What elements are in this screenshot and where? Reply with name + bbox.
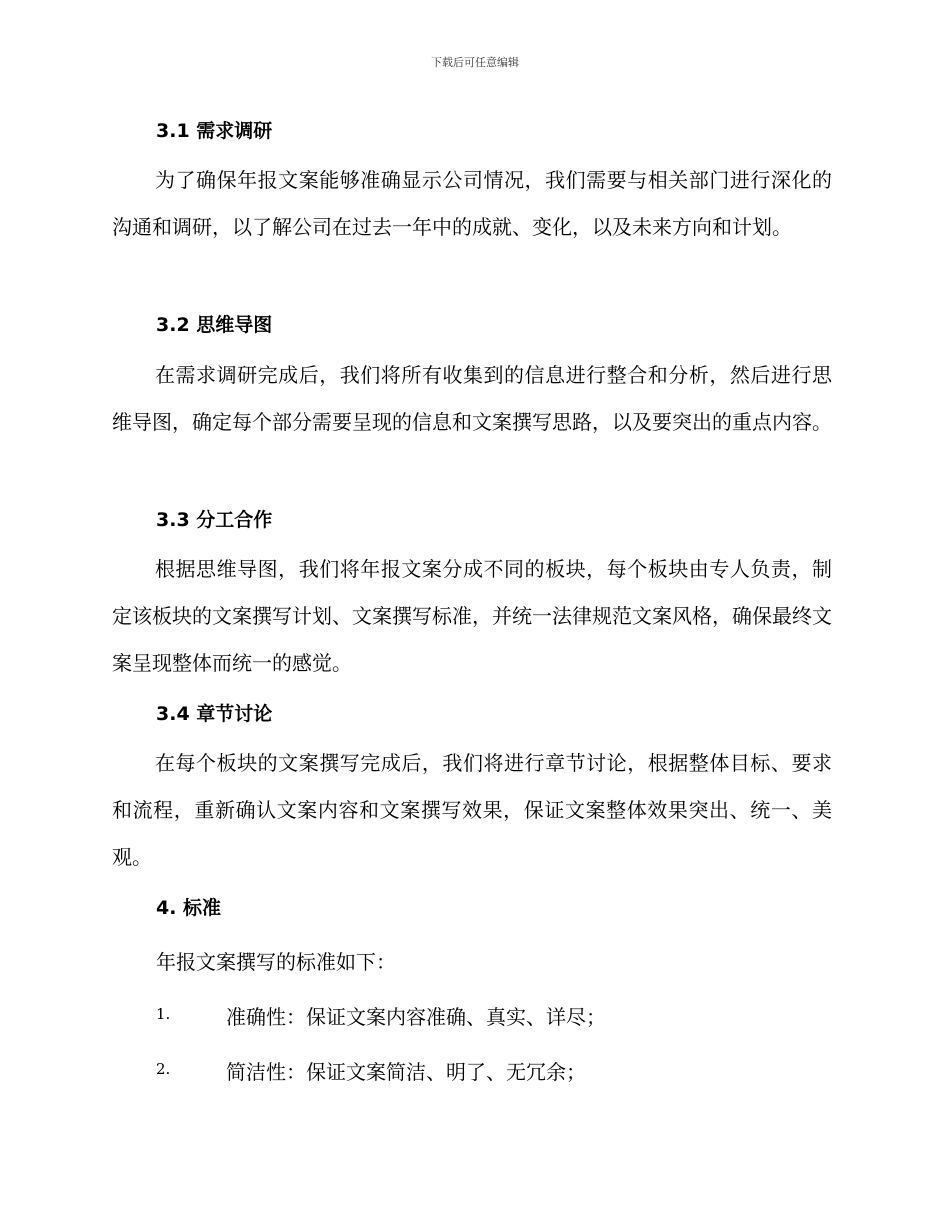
section-paragraph-3-1: 为了确保年报文案能够准确显示公司情况，我们需要与相关部门进行深化的沟通和调研，以了解公司在过去一年中的成就、变化，以及未来方向和计划。 <box>112 168 832 239</box>
list-item-text: 准确性：保证文案内容准确、真实、详尽； <box>226 1005 606 1029</box>
section-paragraph-3-3: 根据思维导图，我们将年报文案分成不同的板块，每个板块由专人负责，制定该板块的文案撰写计划、文案撰写标准，并统一法律规范文案风格，确保最终文案呈现整体而统一的感觉。 <box>112 557 832 675</box>
section-heading-3-3: 3.3 分工合作 <box>156 509 273 531</box>
page-header: 下载后可任意编辑 <box>431 56 519 69</box>
standards-intro: 年报文案撰写的标准如下： <box>156 950 396 974</box>
list-item-number: 2. <box>156 1060 171 1078</box>
section-heading-3-2: 3.2 思维导图 <box>156 314 273 336</box>
standards-heading: 4. 标准 <box>156 897 222 919</box>
section-heading-3-1: 3.1 需求调研 <box>156 120 273 142</box>
section-paragraph-3-2: 在需求调研完成后，我们将所有收集到的信息进行整合和分析，然后进行思维导图，确定每个部分需要呈现的信息和文案撰写思路，以及要突出的重点内容。 <box>112 363 832 434</box>
section-paragraph-3-4: 在每个板块的文案撰写完成后，我们将进行章节讨论，根据整体目标、要求和流程，重新确认文案内容和文案撰写效果，保证文案整体效果突出、统一、美观。 <box>112 751 832 869</box>
list-item-text: 简洁性：保证文案简洁、明了、无冗余； <box>226 1060 586 1084</box>
list-item-number: 1. <box>156 1005 171 1023</box>
section-heading-3-4: 3.4 章节讨论 <box>156 703 273 725</box>
